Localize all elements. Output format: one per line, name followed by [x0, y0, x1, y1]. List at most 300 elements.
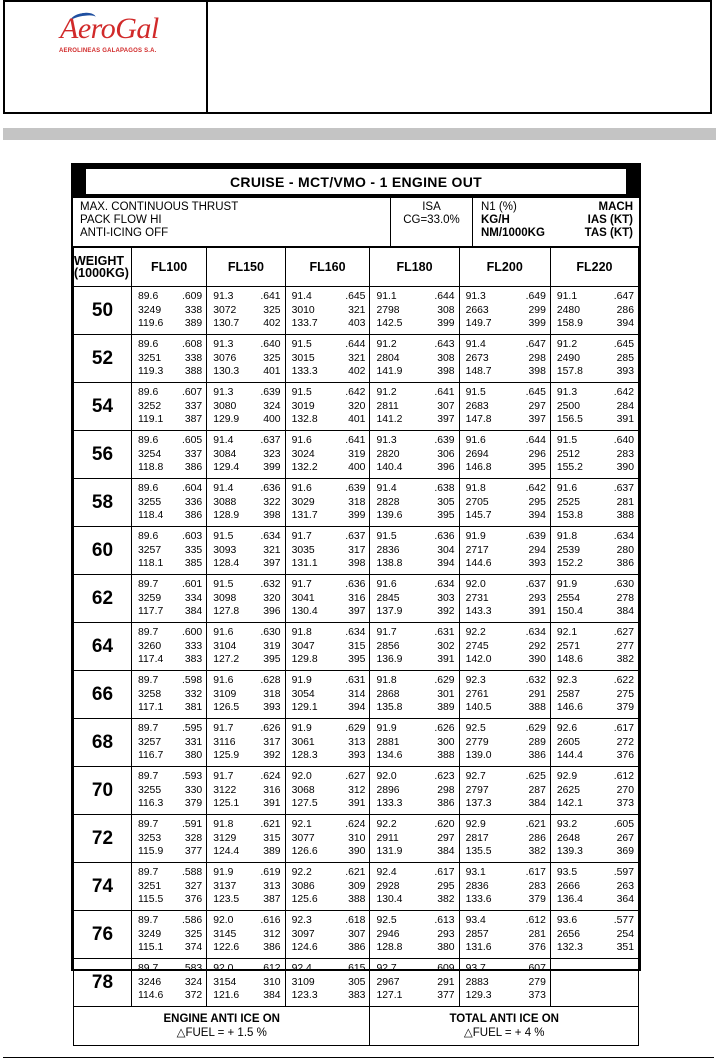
- cell-value: 3068: [291, 784, 315, 796]
- cell-value: 91.1: [376, 291, 397, 303]
- cell-value: .634: [345, 627, 366, 639]
- cell-value: 2512: [556, 448, 580, 460]
- cell-value: .621: [525, 819, 546, 831]
- cell-value: .626: [434, 723, 455, 735]
- cell-value: 2490: [556, 352, 580, 364]
- cell-value: 323: [263, 448, 281, 460]
- cell-value: 92.0: [376, 771, 397, 783]
- performance-cell: [550, 815, 638, 863]
- cell-value: 285: [616, 352, 634, 364]
- cell-value: 132.2: [291, 462, 318, 474]
- performance-cell: [207, 959, 285, 1007]
- performance-cell: [132, 719, 207, 767]
- cell-value: 2745: [465, 640, 489, 652]
- table-row: [74, 623, 639, 671]
- cell-value: 2856: [376, 640, 400, 652]
- cell-value: .637: [525, 579, 546, 591]
- performance-cell: [207, 863, 285, 911]
- cell-value: 331: [184, 736, 203, 748]
- cell-value: .641: [345, 435, 366, 447]
- cell-value: 116.7: [138, 750, 164, 762]
- cell-value: 395: [263, 654, 281, 666]
- cell-value: 115.9: [138, 846, 164, 858]
- cell-value: 91.5: [213, 531, 234, 543]
- cell-value: 91.5: [376, 531, 397, 543]
- cell-value: 92.6: [556, 723, 578, 735]
- cell-value: 376: [528, 942, 546, 954]
- cell-value: 2666: [556, 880, 580, 892]
- cell-value: 3097: [291, 928, 315, 940]
- cell-value: 263: [616, 880, 634, 892]
- cell-value: 142.5: [376, 318, 403, 330]
- cell-value: 93.1: [465, 867, 486, 879]
- cell-value: 388: [184, 366, 203, 378]
- cell-value: 392: [437, 606, 455, 618]
- cell-value: 121.6: [213, 990, 240, 1002]
- cell-value: 3088: [213, 496, 237, 508]
- cell-value: 391: [528, 606, 546, 618]
- cell-value: .639: [345, 483, 366, 495]
- cell-value: 384: [437, 846, 455, 858]
- cell-value: 3154: [213, 976, 237, 988]
- cell-value: 89.7: [138, 819, 159, 831]
- performance-cell: [207, 719, 285, 767]
- cell-value: .645: [525, 387, 546, 399]
- cell-value: 293: [528, 592, 546, 604]
- performance-cell: [132, 479, 207, 527]
- cell-value: 92.1: [556, 627, 578, 639]
- performance-cell: [285, 719, 370, 767]
- cell-value: 2554: [556, 592, 580, 604]
- cell-value: 91.7: [213, 771, 234, 783]
- cell-value: 89.6: [138, 339, 159, 351]
- cell-value: 91.9: [213, 867, 234, 879]
- cell-value: 91.4: [291, 291, 312, 303]
- cell-value: 93.6: [556, 915, 578, 927]
- cell-value: 3024: [291, 448, 315, 460]
- cell-value: 390: [528, 654, 546, 666]
- cell-value: 91.8: [376, 675, 397, 687]
- cell-value: 127.5: [291, 798, 318, 810]
- cell-value: 398: [263, 510, 281, 522]
- cell-value: 129.9: [213, 414, 240, 426]
- cell-value: 92.3: [291, 915, 312, 927]
- performance-cell: [370, 479, 459, 527]
- weight-value: 74: [74, 863, 132, 911]
- performance-cell: [459, 767, 550, 815]
- cell-value: 402: [348, 366, 366, 378]
- cell-value: 324: [184, 976, 203, 988]
- performance-cell: [285, 767, 370, 815]
- cell-value: 92.0: [465, 579, 486, 591]
- cell-value: 398: [437, 366, 455, 378]
- cell-value: 3047: [291, 640, 315, 652]
- cell-value: 376: [184, 894, 203, 906]
- cell-value: 91.7: [291, 579, 312, 591]
- cell-value: .637: [345, 531, 366, 543]
- cell-value: 286: [616, 304, 634, 316]
- cell-value: 310: [348, 832, 366, 844]
- performance-cell: [132, 623, 207, 671]
- cell-value: 286: [528, 832, 546, 844]
- performance-cell: [550, 959, 638, 1007]
- cell-value: 91.3: [465, 291, 486, 303]
- legend-mach: MACH: [598, 201, 633, 213]
- cell-value: 3084: [213, 448, 237, 460]
- cell-value: 3029: [291, 496, 315, 508]
- cell-value: 91.3: [376, 435, 397, 447]
- cell-value: 305: [437, 496, 455, 508]
- performance-cell: [285, 383, 370, 431]
- cell-value: .627: [613, 627, 634, 639]
- cell-value: .636: [434, 531, 455, 543]
- cell-value: 397: [437, 414, 455, 426]
- legend-left: [481, 201, 545, 246]
- performance-cell: [285, 479, 370, 527]
- cell-value: .640: [260, 339, 281, 351]
- cell-value: 318: [263, 688, 281, 700]
- cell-value: .631: [434, 627, 455, 639]
- cell-value: .630: [260, 627, 281, 639]
- cell-value: 92.0: [291, 771, 312, 783]
- cell-value: 387: [263, 894, 281, 906]
- cell-value: .615: [345, 963, 366, 975]
- performance-cell: [459, 335, 550, 383]
- cell-value: 135.8: [376, 702, 403, 714]
- cell-value: .607: [181, 387, 203, 399]
- cell-value: 374: [184, 942, 203, 954]
- cell-value: .639: [525, 531, 546, 543]
- cell-value: .618: [345, 915, 366, 927]
- cell-value: 277: [616, 640, 634, 652]
- cell-value: 93.2: [556, 819, 578, 831]
- cell-value: 3015: [291, 352, 315, 364]
- performance-cell: [285, 431, 370, 479]
- cell-value: 319: [348, 448, 366, 460]
- cell-value: 89.7: [138, 627, 159, 639]
- performance-cell: [370, 527, 459, 575]
- cell-value: 306: [437, 448, 455, 460]
- cell-value: 132.3: [556, 942, 583, 954]
- cell-value: 92.9: [556, 771, 578, 783]
- cell-value: 3093: [213, 544, 237, 556]
- cell-value: 3257: [138, 736, 162, 748]
- cell-value: 92.5: [376, 915, 397, 927]
- cell-value: 91.8: [556, 531, 578, 543]
- cell-value: 2571: [556, 640, 580, 652]
- cell-value: 377: [184, 846, 203, 858]
- cell-value: 158.9: [556, 318, 583, 330]
- performance-cell: [550, 287, 638, 335]
- cell-value: 2587: [556, 688, 580, 700]
- cell-value: 133.6: [465, 894, 492, 906]
- cell-value: 372: [184, 990, 203, 1002]
- cell-value: 91.4: [213, 483, 234, 495]
- cell-value: 2731: [465, 592, 489, 604]
- cell-value: 141.9: [376, 366, 403, 378]
- cell-value: 91.7: [291, 531, 312, 543]
- cell-value: 91.9: [465, 531, 486, 543]
- cell-value: 92.4: [376, 867, 397, 879]
- performance-cell: [459, 863, 550, 911]
- cell-value: 148.6: [556, 654, 583, 666]
- chart-conditions: [73, 198, 639, 247]
- cell-value: 136.4: [556, 894, 583, 906]
- cell-value: 91.6: [291, 435, 312, 447]
- cell-value: .641: [260, 291, 281, 303]
- performance-cell: [550, 719, 638, 767]
- conditions-legend: [473, 198, 639, 246]
- cell-value: 2881: [376, 736, 400, 748]
- table-row: [74, 479, 639, 527]
- performance-cell: [370, 623, 459, 671]
- cell-value: 3077: [291, 832, 315, 844]
- cell-value: 3109: [291, 976, 315, 988]
- cell-value: 150.4: [556, 606, 583, 618]
- cell-value: 91.9: [376, 723, 397, 735]
- cell-value: 3104: [213, 640, 237, 652]
- cell-value: 156.5: [556, 414, 583, 426]
- engine-anti-ice-note: ENGINE ANTI ICE ON △FUEL = + 1.5 %: [74, 1007, 370, 1046]
- performance-cell: [285, 287, 370, 335]
- cell-value: 2828: [376, 496, 400, 508]
- performance-cell: [132, 863, 207, 911]
- cell-value: 312: [263, 928, 281, 940]
- cell-value: 92.2: [376, 819, 397, 831]
- cell-value: .612: [260, 963, 281, 975]
- cell-value: 388: [528, 702, 546, 714]
- performance-cell: [370, 815, 459, 863]
- table-row: [74, 335, 639, 383]
- cell-value: 278: [616, 592, 634, 604]
- performance-cell: [207, 287, 285, 335]
- cell-value: 152.2: [556, 558, 583, 570]
- cell-value: 2694: [465, 448, 489, 460]
- table-row: [74, 767, 639, 815]
- cell-value: 386: [263, 942, 281, 954]
- weight-value: 50: [74, 287, 132, 335]
- performance-cell: [132, 335, 207, 383]
- cell-value: 2648: [556, 832, 580, 844]
- cell-value: 3253: [138, 832, 162, 844]
- cell-value: 386: [616, 558, 634, 570]
- cell-value: 92.2: [291, 867, 312, 879]
- cell-value: .629: [434, 675, 455, 687]
- cell-value: .632: [525, 675, 546, 687]
- cell-value: 91.3: [213, 291, 234, 303]
- weight-value: 52: [74, 335, 132, 383]
- cell-value: 3249: [138, 928, 162, 940]
- cell-value: 384: [184, 606, 203, 618]
- cell-value: 373: [528, 990, 546, 1002]
- cell-value: 308: [437, 304, 455, 316]
- performance-cell: [132, 575, 207, 623]
- performance-cell: [550, 479, 638, 527]
- cell-value: 140.4: [376, 462, 403, 474]
- header-blank-cell: [208, 2, 710, 112]
- performance-cell: [459, 527, 550, 575]
- cell-value: 91.6: [465, 435, 486, 447]
- cell-value: 92.7: [465, 771, 486, 783]
- cell-value: 310: [263, 976, 281, 988]
- cell-value: 91.6: [556, 483, 578, 495]
- table-row: [74, 719, 639, 767]
- cell-value: 89.6: [138, 291, 159, 303]
- cell-value: 2836: [465, 880, 489, 892]
- cell-value: 89.6: [138, 435, 159, 447]
- cell-value: 328: [184, 832, 203, 844]
- cell-value: 305: [348, 976, 366, 988]
- cell-value: 118.1: [138, 558, 164, 570]
- cell-value: 2896: [376, 784, 400, 796]
- cell-value: 296: [528, 448, 546, 460]
- cell-value: 2605: [556, 736, 580, 748]
- cell-value: 394: [528, 510, 546, 522]
- conditions-left: [73, 198, 391, 246]
- cell-value: 136.9: [376, 654, 403, 666]
- cell-value: .627: [345, 771, 366, 783]
- legend-right: [585, 201, 633, 246]
- cell-value: 89.6: [138, 531, 159, 543]
- cell-value: 91.6: [376, 579, 397, 591]
- performance-cell: [370, 335, 459, 383]
- cell-value: 89.6: [138, 387, 159, 399]
- cell-value: 130.4: [376, 894, 403, 906]
- cell-value: 128.4: [213, 558, 240, 570]
- performance-cell: [207, 479, 285, 527]
- cell-value: 137.9: [376, 606, 403, 618]
- cell-value: 321: [348, 304, 366, 316]
- cell-value: 388: [616, 510, 634, 522]
- cell-value: 89.7: [138, 867, 159, 879]
- cell-value: .617: [434, 867, 455, 879]
- performance-cell: [459, 623, 550, 671]
- cell-value: 2705: [465, 496, 489, 508]
- cell-value: 384: [528, 798, 546, 810]
- legend-tas: TAS (KT): [584, 227, 633, 239]
- cell-value: 3072: [213, 304, 237, 316]
- table-row: [74, 527, 639, 575]
- cell-value: 139.0: [465, 750, 492, 762]
- cell-value: 2883: [465, 976, 489, 988]
- flight-level-header: FL100: [132, 248, 207, 287]
- cell-value: .607: [525, 963, 546, 975]
- cell-value: 133.7: [291, 318, 318, 330]
- cell-value: 118.8: [138, 462, 164, 474]
- cruise-performance-chart: [71, 163, 641, 1039]
- cell-value: .620: [434, 819, 455, 831]
- cell-value: 92.1: [291, 819, 312, 831]
- cell-value: 2480: [556, 304, 580, 316]
- cell-value: .644: [434, 291, 455, 303]
- performance-cell: [459, 575, 550, 623]
- performance-cell: [132, 287, 207, 335]
- cell-value: 3041: [291, 592, 315, 604]
- performance-cell: [285, 527, 370, 575]
- cell-value: .634: [613, 531, 634, 543]
- cell-value: 395: [348, 654, 366, 666]
- cell-value: 324: [263, 400, 281, 412]
- cell-value: .612: [525, 915, 546, 927]
- cell-value: .613: [434, 915, 455, 927]
- cell-value: 2525: [556, 496, 580, 508]
- cell-value: 376: [616, 750, 634, 762]
- logo-cell: [5, 2, 208, 112]
- cell-value: 2717: [465, 544, 489, 556]
- performance-cell: [459, 287, 550, 335]
- cell-value: 130.3: [213, 366, 240, 378]
- cell-value: .632: [260, 579, 281, 591]
- performance-cell: [459, 671, 550, 719]
- cell-value: 3122: [213, 784, 237, 796]
- cell-value: 128.3: [291, 750, 318, 762]
- flight-level-header: FL150: [207, 248, 285, 287]
- cell-value: 389: [437, 702, 455, 714]
- cell-value: 386: [184, 462, 203, 474]
- cell-value: 295: [528, 496, 546, 508]
- cell-value: .612: [613, 771, 634, 783]
- cell-value: 117.7: [138, 606, 164, 618]
- cell-value: 403: [348, 318, 366, 330]
- cell-value: 146.6: [556, 702, 583, 714]
- cell-value: 308: [437, 352, 455, 364]
- cell-value: 3260: [138, 640, 162, 652]
- weight-value: 54: [74, 383, 132, 431]
- cell-value: 157.8: [556, 366, 583, 378]
- cell-value: 91.9: [291, 675, 312, 687]
- cell-value: 379: [616, 702, 634, 714]
- section-divider-bar: [3, 128, 716, 140]
- condition-pack-flow: PACK FLOW HI: [80, 214, 162, 226]
- legend-nm: NM/1000KG: [481, 227, 545, 239]
- cell-value: 117.4: [138, 654, 164, 666]
- cell-value: .637: [260, 435, 281, 447]
- cell-value: 279: [528, 976, 546, 988]
- cell-value: 281: [616, 496, 634, 508]
- cell-value: 123.5: [213, 894, 240, 906]
- performance-cell: [285, 959, 370, 1007]
- cell-value: 302: [437, 640, 455, 652]
- cell-value: 3116: [213, 736, 236, 748]
- cell-value: 316: [263, 784, 281, 796]
- cell-value: 313: [263, 880, 281, 892]
- performance-cell: [370, 911, 459, 959]
- cell-value: 133.3: [291, 366, 318, 378]
- cell-value: 89.7: [138, 579, 159, 591]
- cell-value: 3246: [138, 976, 162, 988]
- cell-value: 2868: [376, 688, 400, 700]
- cell-value: 395: [528, 462, 546, 474]
- cell-value: 373: [616, 798, 634, 810]
- cell-value: 145.7: [465, 510, 492, 522]
- cell-value: 155.2: [556, 462, 583, 474]
- performance-cell: [207, 335, 285, 383]
- cell-value: 2539: [556, 544, 580, 556]
- cell-value: 143.3: [465, 606, 492, 618]
- cell-value: 91.3: [556, 387, 578, 399]
- performance-cell: [550, 431, 638, 479]
- cell-value: 325: [263, 352, 281, 364]
- cell-value: 332: [184, 688, 203, 700]
- cell-value: 127.1: [376, 990, 403, 1002]
- cell-value: 399: [437, 318, 455, 330]
- cell-value: .647: [613, 291, 634, 303]
- weight-value: 56: [74, 431, 132, 479]
- cell-value: 91.4: [213, 435, 234, 447]
- cell-value: .601: [181, 579, 203, 591]
- cell-value: .637: [613, 483, 634, 495]
- cell-value: 321: [263, 544, 281, 556]
